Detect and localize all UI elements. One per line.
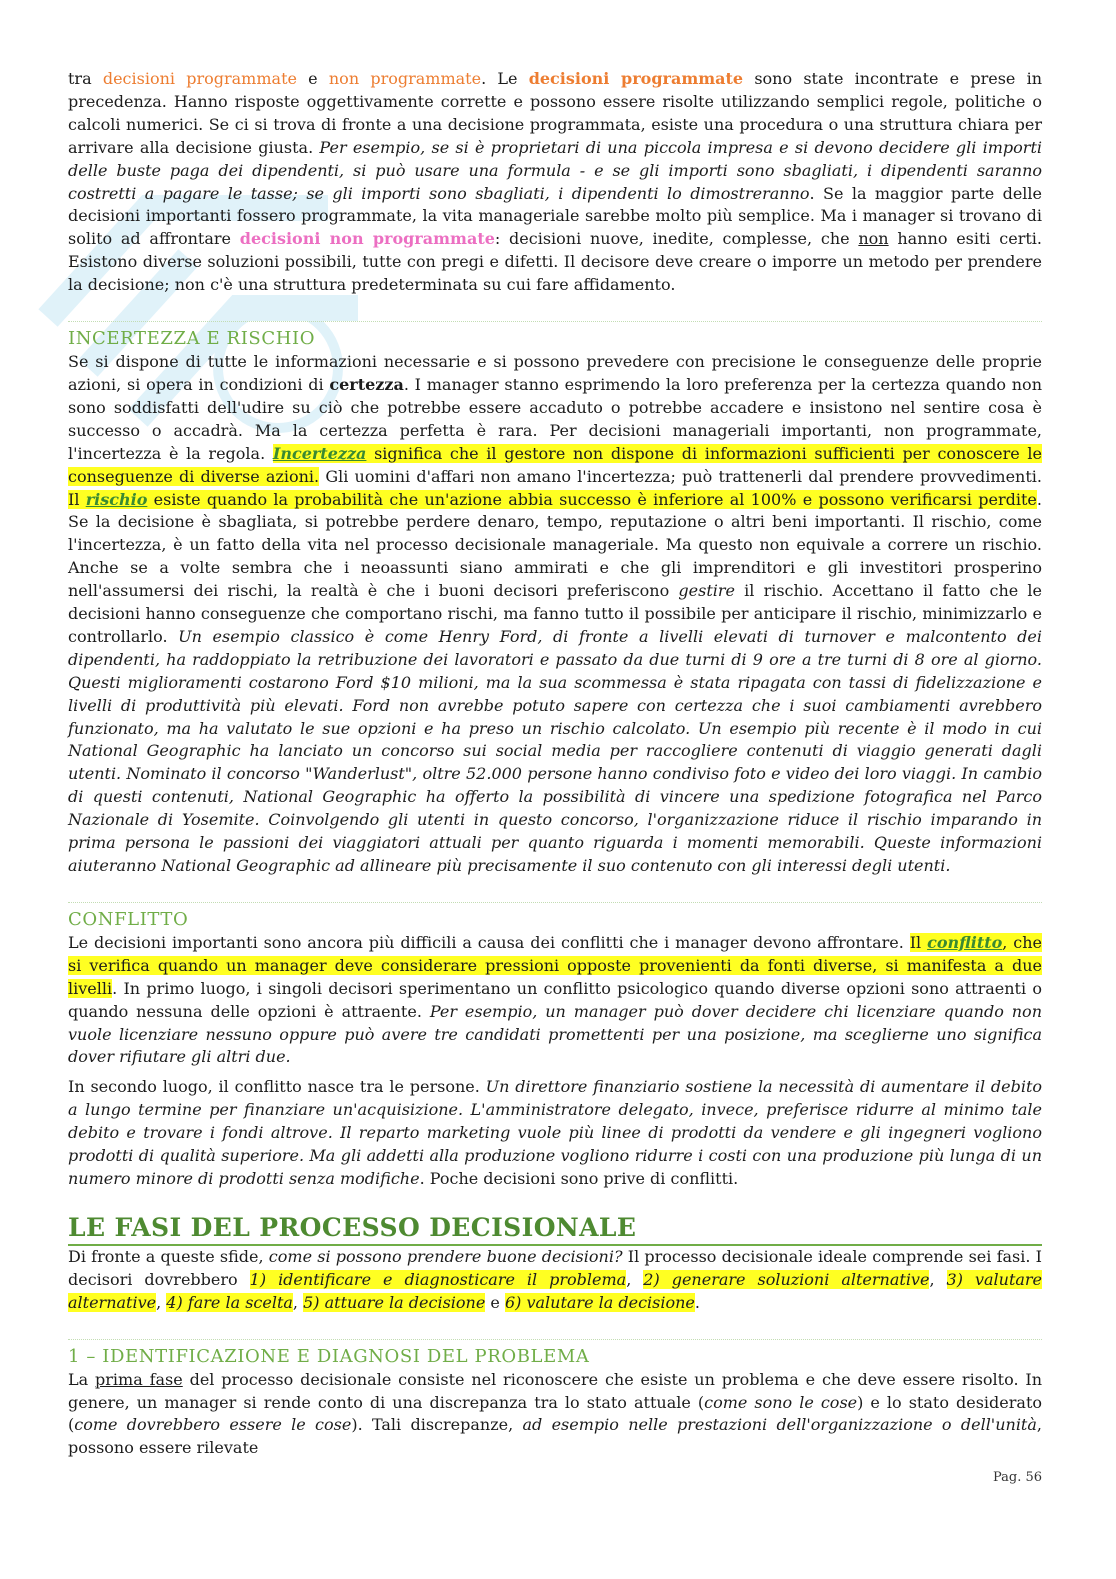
step-5: 5) attuare la decisione — [303, 1292, 486, 1312]
term-rischio: rischio — [85, 489, 148, 509]
section-phases — [68, 1212, 1042, 1315]
section-heading: 1 – IDENTIFICAZIONE E DIAGNOSI DEL PROBLEMA — [68, 1345, 590, 1367]
section-paragraph: Se si dispone di tutte le informazioni necessarie e si possono prevedere con precisione le conseguenze delle proprie azioni, si opera in condizioni di certezza. I manager stanno esprimendo la loro preferenza per la certezza quando non sono soddisfatti dell'udire su ciò che potrebbe essere accaduto o potrebbe accadere e insistono nel sentire cosa è successo o accadrà. Ma la certezza perfetta è rara. Per decisioni manageriali importanti, non programmate, l'incertezza è la regola. Incertezza significa che il gestore non dispone di informazioni sufficienti per conoscere le conseguenze di diverse azioni. Gli uomini d'affari non amano l'incertezza; può trattenerli dal prendere provvedimenti. Il rischio esiste quando la probabilità che un'azione abbia successo è inferiore al 100% e possono verificarsi perdite. Se la decisione è sbagliata, si potrebbe perdere denaro, tempo, reputazione o altri beni importanti. Il rischio, come l'incertezza, è un fatto della vita nel processo decisionale manageriale. Ma questo non equivale a correre un rischio. Anche se a volte sembra che i neoassunti siano ammirati e che gli imprenditori e gli investitori prosperino nell'assumersi dei rischi, la realtà è che i buoni decisori preferiscono gestire il rischio. Accettano il fatto che le decisioni hanno conseguenze che comportano rischi, ma fanno tutto il possibile per anticipare il rischio, minimizzarlo e controllarlo. Un esempio classico è come Henry Ford, di fronte a livelli elevati di turnover e malcontento dei dipendenti, ha raddoppiato la retribuzione dei lavoratori e passato da due turni di 9 ore a tre turni di 8 ore al giorno. Questi miglioramenti costarono Ford $10 milioni, ma la sua scommessa è stata ripagata con tassi di fidelizzazione e livelli di produttività più elevati. Ford non avrebbe potuto sapere con certezza che i suoi cambiamenti avrebbero funzionato, ma ha valutato le sue opzioni e ha preso un rischio calcolato. Un esempio più recente è il modo in cui National Geographic ha lanciato un concorso sui social media per raccogliere contenuti di viaggio generati dagli utenti. Nominato il concorso "Wanderlust", oltre 52.000 persone hanno condiviso foto e video dei loro viaggi. In cambio di questi contenuti, National Geographic ha offerto la possibilità di vincere una spedizione fotografica nel Parco Nazionale di Yosemite. Coinvolgendo gli utenti in questo concorso, l'organizzazione riduce il rischio imparando in prima persona le passioni dei viaggiatori attuali per quanto riguarda i momenti memorabili. Queste informazioni aiuteranno National Geographic ad allineare più precisamente il suo contenuto con gli interessi degli utenti. — [68, 352, 1043, 875]
section-paragraph: Di fronte a queste sfide, come si possono prendere buone decisioni? Il processo decisionale ideale comprende sei fasi. I decisori dovrebbero 1) identificare e diagnosticare il problema, 2) generare soluzioni alternative, 3) valutare alternative, 4) fare la scelta, 5) attuare la decisione e 6) valutare la decisione. — [68, 1246, 1043, 1312]
step-2: 2) generare soluzioni alternative — [643, 1269, 930, 1289]
section-paragraph: Le decisioni importanti sono ancora più difficili a causa dei conflitti che i manager devono affrontare. Il conflitto, che si verifica quando un manager deve considerare pressioni opposte provenienti da fonti diverse, si manifesta a due livelli. In primo luogo, i singoli decisori sperimentano un conflitto psicologico quando diverse opzioni sono attraenti o quando nessuna delle opzioni è attraente. Per esempio, un manager può dover decidere chi licenziare quando non vuole licenziare nessuno oppure può avere tre candidati promettenti per una posizione, ma sceglierne uno significa dover rifiutare gli altri due. — [68, 932, 1043, 1067]
term-non-programmed: non programmate — [328, 69, 482, 88]
term-non-programmed-bold: decisioni non programmate — [239, 229, 495, 249]
section-paragraph: La prima fase del processo decisionale consiste nel riconoscere che esiste un problema e che deve essere risolto. In genere, un manager si rende conto di una discrepanza tra lo stato attuale (come sono le cose) e lo stato desiderato (come dovrebbero essere le cose). Tali discrepanze, ad esempio nelle prestazioni dell'organizzazione o dell'unità, possono essere rilevate — [68, 1369, 1043, 1458]
section-heading: CONFLITTO — [68, 908, 189, 930]
step-1: 1) identificare e diagnosticare il problema — [249, 1269, 627, 1289]
term-programmed: decisioni programmate — [102, 69, 297, 88]
page-content — [68, 68, 1042, 1460]
step-4: 4) fare la scelta — [166, 1292, 293, 1312]
page-number: Pag. 56 — [992, 1470, 1042, 1485]
section-paragraph: In secondo luogo, il conflitto nasce tra le persone. Un direttore finanziario sostiene la necessità di aumentare il debito a lungo termine per finanziare un'acquisizione. L'amministratore delegato, invece, preferisce ridurre al minimo tale debito e trovare i fondi altrove. Il reparto marketing vuole più linee di prodotti da vendere e gli ingegneri vogliono prodotti di qualità superiore. Ma gli addetti alla produzione vogliono ridurre i costi con una produzione più lunga di un numero minore di prodotti senza modifiche. Poche decisioni sono prive di conflitti. — [68, 1077, 1043, 1188]
chapter-heading: LE FASI DEL PROCESSO DECISIONALE — [68, 1212, 1042, 1246]
term-programmed-bold: decisioni programmate — [528, 69, 744, 88]
section-conflict — [68, 902, 1042, 1191]
section-identification — [68, 1339, 1042, 1461]
section-heading: INCERTEZZA E RISCHIO — [68, 328, 316, 350]
term-conflitto: conflitto — [927, 932, 1003, 952]
intro-paragraph: tra decisioni programmate e non programmate. Le decisioni programmate sono state incontrate e prese in precedenza. Hanno risposte oggettivamente corrette e possono essere risolte utilizzando semplici regole, politiche o calcoli numerici. Se ci si trova di fronte a una decisione programmata, esiste una procedura o una struttura chiara per arrivare alla decisione giusta. Per esempio, se si è proprietari di una piccola impresa e si devono decidere gli importi delle buste paga dei dipendenti, si può usare una formula - e se gli importi sono sbagliati, i dipendenti saranno costretti a pagare le tasse; se gli importi sono sbagliati, i dipendenti lo dimostreranno. Se la maggior parte delle decisioni importanti fossero programmate, la vita manageriale sarebbe molto più semplice. Ma i manager si trovano di solito ad affrontare decisioni non programmate: decisioni nuove, inedite, complesse, che non hanno esiti certi. Esistono diverse soluzioni possibili, tutte con pregi e difetti. Il decisore deve creare o imporre un metodo per prendere la decisione; non c'è una struttura predeterminata su cui fare affidamento. — [68, 69, 1043, 295]
section-uncertainty — [68, 321, 1042, 878]
term-incertezza: Incertezza — [272, 443, 367, 463]
step-6: 6) valutare la decisione — [504, 1292, 695, 1312]
step-3: 3) valutare alternative — [68, 1269, 1043, 1312]
